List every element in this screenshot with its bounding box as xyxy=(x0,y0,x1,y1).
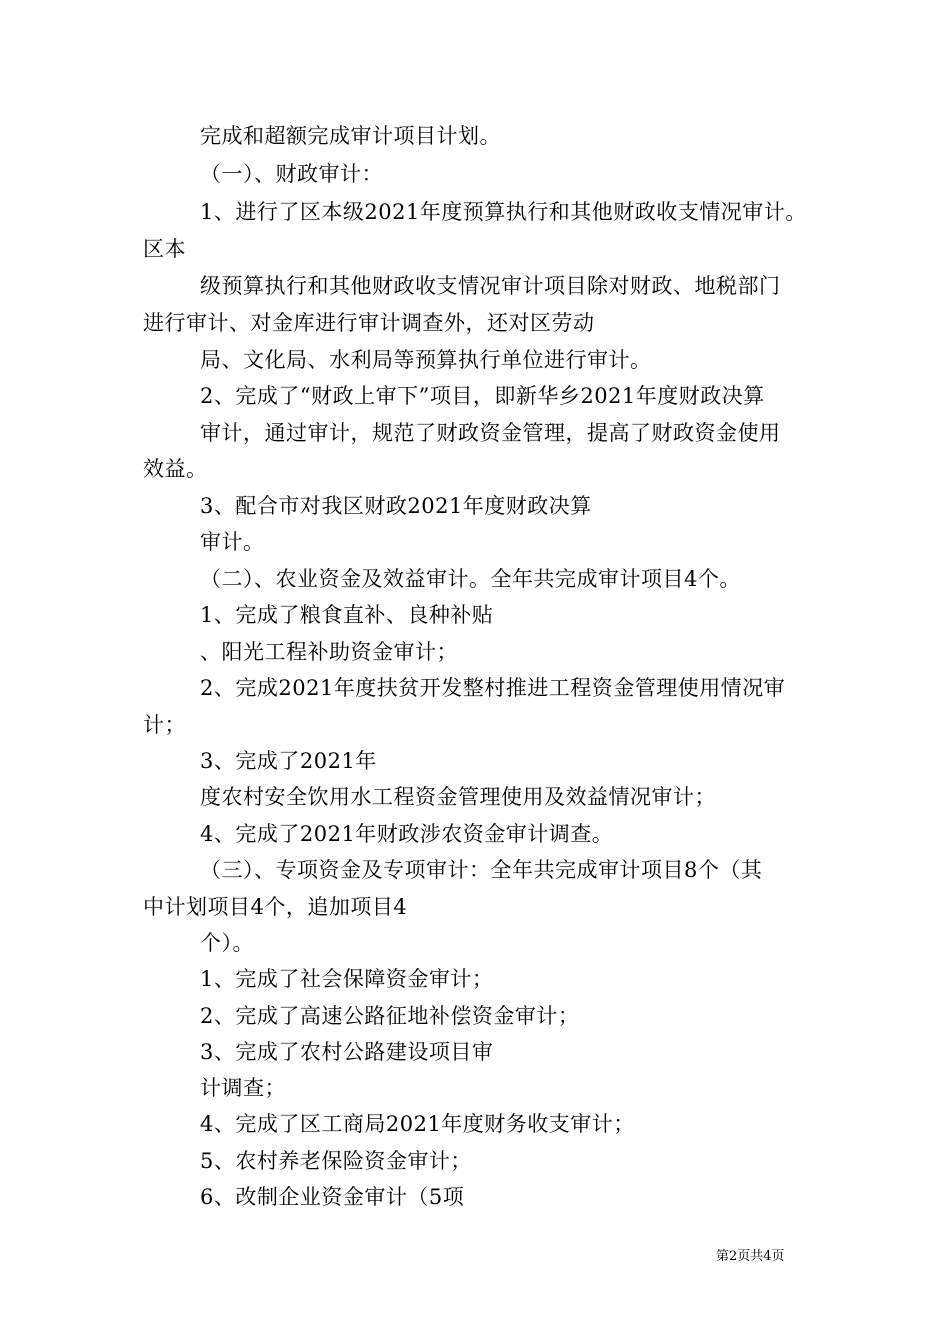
paragraph-line: 审计，通过审计，规范了财政资金管理，提高了财政资金使用 xyxy=(200,421,781,445)
paragraph-line: 级预算执行和其他财政收支情况审计项目除对财政、地税部门 xyxy=(200,274,781,298)
paragraph-line: 局、文化局、水利局等预算执行单位进行审计。 xyxy=(200,348,652,372)
paragraph-line: 个）。 xyxy=(200,931,254,955)
paragraph-line: 5、农村养老保险资金审计； xyxy=(200,1149,472,1173)
paragraph-line: 3、完成了2021年 xyxy=(200,749,377,773)
paragraph-line: 进行审计、对金库进行审计调查外，还对区劳动 xyxy=(143,311,595,335)
section-heading: （一）、财政审计： xyxy=(200,162,383,186)
paragraph-line: 区本 xyxy=(143,237,186,261)
paragraph-line: 中计划项目4个，追加项目4 xyxy=(143,895,408,919)
paragraph-line: 1、完成了社会保障资金审计； xyxy=(200,967,494,991)
paragraph-line: 度农村安全饮用水工程资金管理使用及效益情况审计； xyxy=(200,785,716,809)
paragraph-line: 2、完成了高速公路征地补偿资金审计； xyxy=(200,1004,580,1028)
paragraph-line: 3、完成了农村公路建设项目审 xyxy=(200,1040,494,1064)
paragraph-line: 计； xyxy=(143,713,186,737)
paragraph-line: 审计。 xyxy=(200,530,265,554)
paragraph-line: 计调查； xyxy=(200,1076,286,1100)
section-heading: （二）、农业资金及效益审计。全年共完成审计项目4个。 xyxy=(200,567,741,591)
paragraph-line: 完成和超额完成审计项目计划。 xyxy=(200,124,501,148)
paragraph-line: 1、完成了粮食直补、良种补贴 xyxy=(200,603,494,627)
paragraph-line: 、阳光工程补助资金审计； xyxy=(200,640,458,664)
paragraph-line: 2、完成了“财政上审下”项目，即新华乡2021年度财政决算 xyxy=(200,384,765,408)
page-number-footer: 第2页共4页 xyxy=(716,1249,785,1264)
paragraph-line: 3、配合市对我区财政2021年度财政决算 xyxy=(200,494,592,518)
paragraph-line: 效益。 xyxy=(143,457,208,481)
paragraph-line: 4、完成了2021年财政涉农资金审计调查。 xyxy=(200,822,614,846)
paragraph-line: 1、进行了区本级2021年度预算执行和其他财政收支情况审计。 xyxy=(200,200,807,224)
paragraph-line: 4、完成了区工商局2021年度财务收支审计； xyxy=(200,1112,635,1136)
section-heading: （三）、专项资金及专项审计：全年共完成审计项目8个（其 xyxy=(200,858,763,882)
paragraph-line: 2、完成2021年度扶贫开发整村推进工程资金管理使用情况审 xyxy=(200,676,786,700)
paragraph-line: 6、改制企业资金审计（5项 xyxy=(200,1185,465,1209)
